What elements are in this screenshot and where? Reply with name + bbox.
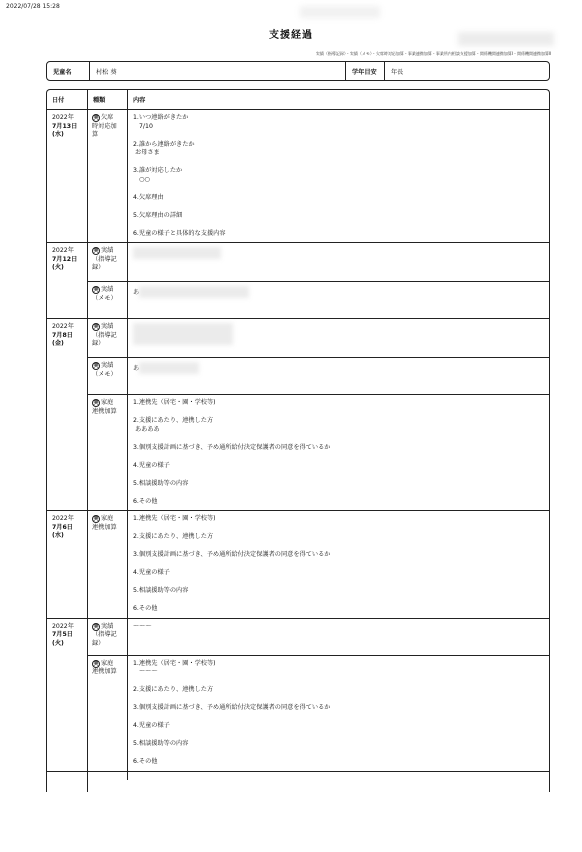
record-type-legend: 実績（指導記録）・実績（メモ）・欠席時対応加算・事業連携加算・事業所内相談支援加算・関係機関連携加算Ⅰ・関係機関連携加算Ⅱ (315, 51, 551, 56)
content-item (133, 587, 544, 596)
content-text-line (133, 323, 544, 345)
record-type-label: 家庭 連携加算 (92, 659, 117, 675)
col-type-header: 種類 (88, 90, 128, 109)
jisseki-badge-icon: 実 (93, 287, 99, 293)
record-row (47, 110, 549, 243)
record-type (88, 656, 128, 771)
content-question: 6.児童の様子と具体的な支援内容 (133, 229, 226, 237)
record-entry (88, 319, 549, 358)
record-type (88, 358, 128, 394)
content-question: 6.その他 (133, 605, 158, 612)
record-type (88, 395, 128, 510)
print-timestamp: 2022/07/28 15:28 (6, 3, 60, 10)
content-question: 4.児童の様子 (133, 722, 170, 729)
record-type (88, 772, 128, 780)
record-year: 2022年 (52, 622, 74, 630)
content-answer: 7/10 (139, 122, 153, 130)
content-item (133, 230, 544, 239)
jisseki-badge-icon: 実 (93, 516, 99, 522)
content-question: 2.支援にあたり、連携した方 (133, 686, 214, 693)
record-entries (88, 772, 549, 792)
record-content (128, 243, 549, 281)
content-question: 3.個別支援計画に基づき、予め通所給付決定保護者の同意を得ているか (133, 551, 331, 558)
content-item (133, 417, 544, 434)
record-entries (88, 619, 549, 771)
content-question: 1.連携先（居宅・園・学校等) (133, 515, 216, 522)
record-type-label: 欠席 時対応加 算 (92, 114, 117, 138)
content-item (133, 758, 544, 767)
record-type (88, 319, 128, 357)
record-row (47, 243, 549, 319)
record-weekday: (金) (52, 340, 64, 347)
jisseki-badge-icon: 実 (93, 115, 99, 121)
record-content (128, 358, 549, 394)
content-item (133, 444, 544, 453)
content-text: 〜〜〜 (133, 622, 152, 630)
record-year: 2022年 (52, 323, 74, 330)
record-entries (88, 243, 549, 318)
support-records-table (46, 89, 550, 792)
content-item (133, 194, 544, 203)
content-question: 4.児童の様子 (133, 461, 170, 469)
record-content (128, 772, 549, 780)
record-date (47, 319, 88, 510)
record-content (128, 319, 549, 357)
record-type (88, 511, 128, 618)
content-answer: お母さま (135, 149, 160, 156)
content-item (133, 686, 544, 695)
record-weekday: (水) (52, 532, 64, 539)
content-item (133, 740, 544, 749)
record-month-day: 7月13日 (52, 122, 78, 130)
record-type (88, 243, 128, 281)
record-row (47, 619, 549, 772)
record-type-label: 実績 （指導記 録） (92, 622, 117, 647)
jisseki-badge-icon: 実 (93, 363, 99, 369)
record-entry (88, 358, 549, 395)
content-item (133, 605, 544, 614)
content-item (133, 569, 544, 578)
content-item (133, 722, 544, 731)
grade-value: 年長 (391, 68, 404, 76)
content-question: 3.個別支援計画に基づき、予め通所給付決定保護者の同意を得ているか (133, 704, 331, 711)
record-type-label: 家庭 連携加算 (92, 399, 117, 415)
content-text: あ (133, 365, 140, 372)
record-entry (88, 110, 549, 242)
record-type-label: 実績 （指導記 録） (92, 247, 117, 271)
content-question: 5.欠席理由の詳細 (133, 211, 183, 219)
record-content (128, 511, 549, 618)
content-text-line (133, 623, 544, 632)
record-weekday: (水) (52, 131, 64, 138)
record-entries (88, 110, 549, 242)
content-item (133, 515, 544, 524)
record-year: 2022年 (52, 515, 74, 522)
content-question: 5.相談援助等の内容 (133, 479, 189, 487)
content-question: 2.支援にあたり、連携した方 (133, 417, 214, 424)
record-month-day: 7月6日 (52, 523, 73, 531)
content-item (133, 167, 544, 184)
record-type (88, 619, 128, 655)
child-name-label: 児童名 (47, 62, 90, 80)
jisseki-badge-icon: 実 (93, 623, 99, 630)
redacted-text (133, 323, 233, 345)
record-weekday: (火) (52, 264, 64, 271)
content-item (133, 480, 544, 489)
jisseki-badge-icon: 実 (93, 324, 99, 330)
col-date-header: 日付 (47, 90, 88, 109)
content-text-line (133, 247, 544, 259)
content-question: 1.連携先（居宅・園・学校等) (133, 399, 216, 406)
grade-label: 学年目安 (346, 62, 385, 80)
record-row (47, 319, 549, 511)
jisseki-badge-icon: 実 (93, 248, 99, 254)
content-question: 5.相談援助等の内容 (133, 587, 189, 594)
record-type-label: 実績 （メモ） (92, 362, 117, 378)
content-text: あ (133, 289, 140, 296)
content-question: 2.誰から連絡がきたか (133, 140, 195, 148)
record-type-label: 実績 （メモ） (92, 286, 117, 302)
record-content (128, 619, 549, 655)
content-item (133, 498, 544, 507)
jisseki-badge-icon: 実 (93, 660, 99, 667)
record-entry (88, 619, 549, 656)
record-row-partial (47, 772, 549, 792)
redacted-text (139, 362, 199, 374)
content-question: 3.個別支援計画に基づき、予め通所給付決定保護者の同意を得ているか (133, 443, 331, 451)
content-item (133, 533, 544, 542)
child-info-table (46, 61, 550, 81)
content-question: 1.いつ連絡がきたか (133, 114, 189, 121)
content-question: 5.相談援助等の内容 (133, 740, 189, 747)
content-item (133, 660, 544, 677)
content-item (133, 114, 544, 131)
content-question: 6.その他 (133, 758, 158, 765)
content-question: 3.誰が対応したか (133, 167, 183, 174)
record-date (47, 110, 88, 242)
record-type (88, 282, 128, 318)
content-question: 4.欠席理由 (133, 193, 164, 201)
jisseki-badge-icon: 実 (93, 400, 99, 406)
child-name-value: 村松 葵 (90, 62, 346, 80)
redacted-text (133, 247, 221, 259)
content-text-line (133, 362, 544, 374)
record-month-day: 7月5日 (52, 631, 73, 638)
content-answer: 〜〜〜 (139, 668, 158, 675)
record-entries (88, 319, 549, 510)
record-entry (88, 395, 549, 510)
content-answer: ああああ (135, 425, 160, 433)
content-item (133, 212, 544, 221)
record-date (47, 619, 88, 771)
record-entry (88, 243, 549, 282)
content-question: 4.児童の様子 (133, 569, 170, 576)
record-content (128, 656, 549, 771)
record-entries (88, 511, 549, 618)
content-item (133, 462, 544, 471)
record-date (47, 243, 88, 318)
record-year: 2022年 (52, 114, 74, 121)
redacted-text (139, 286, 249, 298)
record-date (47, 511, 88, 618)
page-title: 支援経過 (269, 30, 313, 41)
content-item (133, 141, 544, 158)
record-weekday: (火) (52, 639, 64, 647)
record-date (47, 772, 88, 792)
record-type-label: 実績 （指導記 録） (92, 323, 117, 347)
content-item (133, 551, 544, 560)
table-body (47, 110, 549, 792)
col-content-header: 内容 (133, 97, 146, 104)
content-question: 1.連携先（居宅・園・学校等) (133, 659, 216, 667)
record-month-day: 7月8日 (52, 331, 73, 339)
content-item (133, 399, 544, 408)
record-type-label: 家庭 連携加算 (92, 515, 117, 531)
record-type (88, 110, 128, 242)
content-question: 2.支援にあたり、連携した方 (133, 533, 214, 540)
record-entry (88, 772, 549, 780)
record-entry (88, 511, 549, 618)
record-content (128, 395, 549, 510)
record-entry (88, 282, 549, 318)
content-question: 6.その他 (133, 497, 158, 505)
content-item (133, 704, 544, 713)
record-content (128, 110, 549, 242)
content-text-line (133, 286, 544, 298)
content-answer: ○○ (139, 175, 150, 183)
record-entry (88, 656, 549, 771)
record-month-day: 7月12日 (52, 255, 78, 263)
record-content (128, 282, 549, 318)
redacted-header (300, 6, 380, 18)
record-year: 2022年 (52, 247, 74, 254)
table-header (47, 90, 549, 110)
record-row (47, 511, 549, 619)
